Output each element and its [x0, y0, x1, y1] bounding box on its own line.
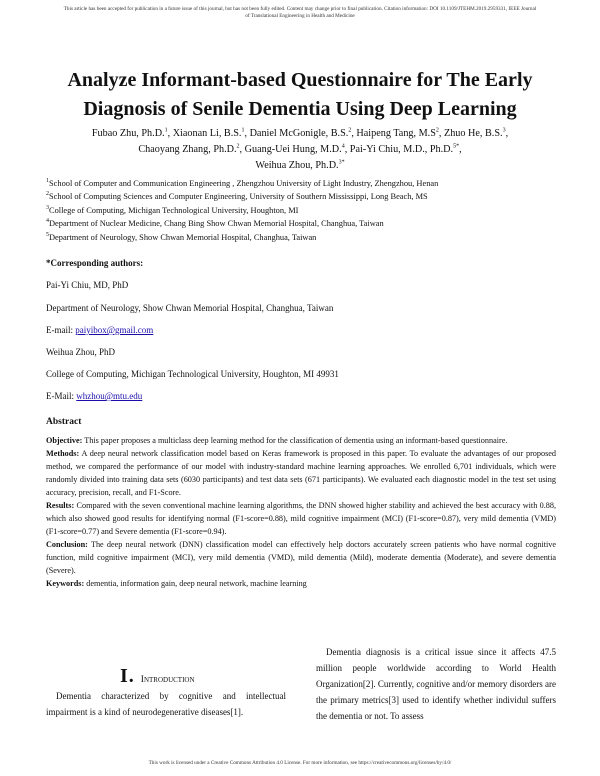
- section-text: The deep neural network (DNN) classification model can effectively help doctors accurately screen patients who have normal cognitive function, mild cognitive impairment (MCI), very mild dementia (VMD), mild dementia (Mild), moderate dementia (Moderate), and severe dementia (Severe).: [46, 540, 556, 575]
- intro-left-paragraph: Dementia characterized by cognitive and intellectual impairment is a kind of neurodegenerative diseases[1].: [46, 691, 286, 717]
- section-text: This paper proposes a multiclass deep learning method for the classification of dementia using an informant-based questionnaire.: [82, 436, 508, 445]
- author-sup: 2: [348, 127, 352, 134]
- license-footer: This work is licensed under a Creative Commons Attribution 4.0 License. For more information, see https://creativecommons.org/licenses/by/4.0/: [148, 760, 452, 766]
- section-label: Objective:: [46, 436, 83, 445]
- affiliation-1: [46, 177, 566, 190]
- author-sup: 3: [502, 127, 506, 134]
- author-sup: 3*: [338, 159, 345, 166]
- affiliation-num: 4: [46, 218, 49, 225]
- author-sup: 2: [236, 143, 240, 150]
- affiliation-text: Department of Neurology, Show Chwan Memorial Hospital, Changhua, Taiwan: [49, 232, 317, 242]
- email-link-2[interactable]: whzhou@mtu.edu: [76, 391, 143, 401]
- section-label: Methods:: [46, 449, 80, 458]
- author-name: Fubao Zhu, Ph.D.: [91, 128, 165, 139]
- affiliation-text: College of Computing, Michigan Technological University, Houghton, MI: [49, 205, 299, 215]
- intro-heading: [120, 665, 195, 688]
- affiliation-text: School of Computer and Communication Engineering , Zhengzhou University of Light Industry, Zhengzhou, Henan: [49, 179, 439, 188]
- author-name: , Haipeng Tang, M.S: [351, 128, 436, 139]
- abstract-body: [46, 434, 556, 590]
- abstract-objective: [46, 434, 556, 447]
- affiliation-num: 5: [46, 231, 49, 238]
- affiliation-text: Department of Nuclear Medicine, Chang Bing Show Chwan Memorial Hospital, Changhua, Taiwan: [49, 219, 384, 229]
- abstract-conclusion: [46, 538, 556, 577]
- author-name: , Guang-Uei Hung, M.D.: [239, 144, 342, 155]
- author-name: , Zhuo He, B.S.: [438, 128, 503, 139]
- author-sep: ,: [505, 128, 509, 139]
- email-label: E-Mail:: [46, 391, 77, 401]
- affiliation-5: [46, 231, 566, 244]
- author-name: , Daniel McGonigle, B.S.: [244, 128, 349, 139]
- header-line-2: of Translational Engineering in Health and Medicine: [245, 13, 355, 19]
- author-sup: 1: [164, 127, 168, 134]
- affiliation-num: 1: [46, 178, 49, 185]
- author-name: Weihua Zhou, Ph.D.: [255, 160, 339, 171]
- section-label: Conclusion:: [46, 540, 88, 549]
- paper-title: [40, 66, 560, 124]
- contact-name-2: Weihua Zhou, PhD: [46, 347, 116, 357]
- journal-header: [0, 6, 600, 20]
- abstract-methods: [46, 447, 556, 499]
- affiliation-num: 2: [46, 191, 49, 198]
- intro-left-column: [46, 688, 286, 720]
- affiliation-num: 3: [46, 205, 49, 212]
- email-label: E-mail:: [46, 325, 76, 335]
- section-text: dementia, information gain, deep neural network, machine learning: [84, 579, 307, 588]
- affiliation-2: [46, 190, 566, 203]
- corresponding-label: *Corresponding authors:: [46, 258, 144, 268]
- author-name: , Pai-Yi Chiu, M.D., Ph.D.: [344, 144, 454, 155]
- abstract-heading: Abstract: [46, 417, 82, 427]
- author-line-1: [60, 126, 540, 142]
- section-number: I.: [120, 665, 135, 687]
- header-line-1: This article has been accepted for publication in a future issue of this journal, but has not been fully edited. Content may change prior to final publication. Citation information: DOI 10.1109/JTEHM.2019.2959331, IEEE Journal: [63, 6, 537, 12]
- author-sup: 4: [341, 143, 345, 150]
- title-line-1: Analyze Informant-based Questionnaire for The Early: [67, 69, 533, 91]
- author-sup: 2: [435, 127, 439, 134]
- contact-email-row-2: [46, 391, 142, 401]
- affiliation-list: [46, 177, 566, 244]
- author-sup: 1: [241, 127, 245, 134]
- author-name: , Xiaonan Li, B.S.: [167, 128, 242, 139]
- intro-right-paragraph: Dementia diagnosis is a critical issue since it affects 47.5 million people worldwide according to World Health Organization[2]. Currently, cognitive and/or memory disorders are the primary metrics[3] used to identify whether individul suffers the dementia or not. To assess: [316, 647, 556, 721]
- affiliation-4: [46, 217, 566, 230]
- section-text: A deep neural network classification model based on Keras framework is proposed in this paper. To evaluate the advantages of our proposed method, we compared the performance of our model with industry-standard machine learning approaches. We enrolled 6,701 individuals, which were randomly divided into training data sets (6030 participants) and test data sets (671 participants). We evaluated each diagnostic model in the test set using accuracy, precision, recall, and F1-Score.: [46, 449, 556, 497]
- abstract-results: [46, 499, 556, 538]
- email-link-1[interactable]: paiyibox@gmail.com: [75, 325, 154, 335]
- author-sep: ,: [459, 144, 462, 155]
- intro-right-column: [316, 644, 556, 724]
- contact-dept-1: Department of Neurology, Show Chwan Memorial Hospital, Changhua, Taiwan: [46, 303, 334, 313]
- section-label: Keywords:: [46, 579, 85, 588]
- author-line-2: [60, 142, 540, 158]
- section-text: Compared with the seven conventional machine learning algorithms, the DNN showed higher stability and achieved the best accuracy with 0.88, which also showed good results for identifying normal (F1-score=0.88), mild cognitive impairment (MCI) (F1-score=0.87), very mild dementia (VMD) (F1-score=0.77) and Severe dementia (F1-score=0.94).: [46, 501, 556, 536]
- title-line-2: Diagnosis of Senile Dementia Using Deep Learning: [83, 98, 517, 120]
- contact-email-row-1: [46, 325, 153, 335]
- author-name: Chaoyang Zhang, Ph.D.: [138, 144, 237, 155]
- contact-name-1: Pai-Yi Chiu, MD, PhD: [46, 280, 129, 290]
- author-list: [60, 126, 540, 174]
- author-sup: 5*: [453, 143, 460, 150]
- abstract-keywords: [46, 577, 556, 590]
- contact-dept-2: College of Computing, Michigan Technological University, Houghton, MI 49931: [46, 369, 339, 379]
- author-line-3: [60, 158, 540, 174]
- section-label: Results:: [46, 501, 75, 510]
- section-title: Introduction: [140, 675, 195, 685]
- affiliation-3: [46, 204, 566, 217]
- affiliation-text: School of Computing Sciences and Computer Engineering, University of Southern Mississippi, Long Beach, MS: [49, 192, 428, 202]
